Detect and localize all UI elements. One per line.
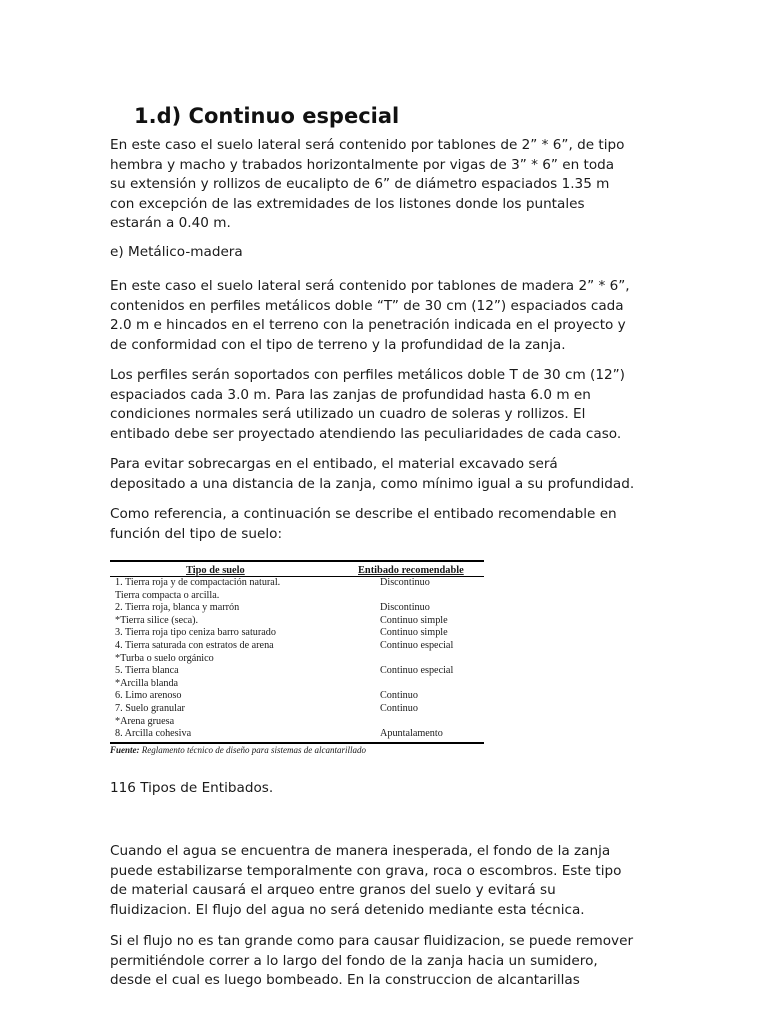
- recommended-cell: Discontinuo: [380, 602, 430, 614]
- recommended-cell: Continuo: [380, 702, 418, 714]
- recommended-cell: Continuo simple: [380, 627, 448, 639]
- soil-type-cell: *Arena gruesa: [115, 715, 175, 727]
- paragraph-continuo-especial: En este caso el suelo lateral será contenido por tablones de 2” * 6”, de tipo hembra y macho y trabados horizontalmente por vigas de 3” * 6” en toda su extensión y rollizos de eucalipto de 6” de diámetro espaciados 1.35 m con excepción de las extremidades de los listones donde los puntales estarán a 0.40 m.: [110, 137, 625, 231]
- table-row: [110, 615, 484, 628]
- table-row: [110, 653, 484, 666]
- soil-type-cell: 7. Suelo granular: [115, 702, 185, 714]
- header-soil-type: Tipo de suelo: [186, 565, 245, 576]
- soil-type-cell: 5. Tierra blanca: [115, 665, 179, 677]
- recommended-cell: Continuo: [380, 690, 418, 702]
- table-body: [110, 577, 484, 741]
- section-heading: 1.d) Continuo especial: [134, 104, 400, 128]
- table-row: [110, 703, 484, 716]
- table-row: [110, 690, 484, 703]
- figure-caption: 116 Tipos de Entibados.: [110, 780, 274, 796]
- soil-type-cell: *Arcilla blanda: [115, 677, 179, 689]
- table-row: [110, 577, 484, 590]
- paragraph-flujo: Si el flujo no es tan grande como para causar fluidizacion, se puede remover permitiéndole correr a lo largo del fondo de la zanja hacia un sumidero, desde el cual es luego bombeado. En la construccion de alcantarillas: [110, 933, 634, 988]
- soil-type-cell: 2. Tierra roja, blanca y marrón: [115, 602, 240, 614]
- table-row: [110, 602, 484, 615]
- paragraph-metalico-madera: En este caso el suelo lateral será contenido por tablones de madera 2” * 6”, contenidos en perfiles metálicos doble “T” de 30 cm (12”) espaciados cada 2.0 m e hincados en el terreno con la penetración indicada en el proyecto y de conformidad con el tipo de terreno y la profundidad de la zanja.: [110, 278, 630, 353]
- paragraph-sobrecargas: Para evitar sobrecargas en el entibado, el material excavado será depositado a una distancia de la zanja, como mínimo igual a su profundidad.: [110, 456, 635, 492]
- header-recommended: Entibado recomendable: [358, 565, 464, 576]
- soil-type-cell: 4. Tierra saturada con estratos de arena: [115, 639, 274, 651]
- soil-type-cell: 1. Tierra roja y de compactación natural.: [115, 577, 281, 588]
- table-row: [110, 640, 484, 653]
- table-row: [110, 678, 484, 691]
- table-row: [110, 665, 484, 678]
- table-header: [110, 562, 484, 577]
- soil-shoring-table: [110, 560, 484, 755]
- table-row: [110, 728, 484, 741]
- soil-type-cell: *Turba o suelo orgánico: [115, 652, 214, 664]
- recommended-cell: Continuo simple: [380, 614, 448, 626]
- soil-type-cell: 8. Arcilla cohesiva: [115, 728, 192, 740]
- soil-type-cell: 3. Tierra roja tipo ceniza barro saturado: [115, 627, 276, 639]
- recommended-cell: Discontinuo: [380, 577, 430, 588]
- table-source: [110, 745, 484, 755]
- soil-type-cell: *Tierra silice (seca).: [115, 614, 199, 626]
- recommended-cell: Apuntalamento: [380, 728, 443, 740]
- paragraph-perfiles: Los perfiles serán soportados con perfiles metálicos doble T de 30 cm (12”) espaciados cada 3.0 m. Para las zanjas de profundidad hasta 6.0 m en condiciones normales será utilizado un cuadro de soleras y rollizos. El entibado debe ser proyectado atendiendo las peculiaridades de cada caso.: [110, 367, 625, 442]
- table-row: [110, 716, 484, 729]
- source-label: Fuente:: [110, 744, 140, 755]
- table-row: [110, 627, 484, 640]
- subheading-metalico-madera: e) Metálico-madera: [110, 244, 243, 260]
- soil-type-cell: 6. Limo arenoso: [115, 690, 182, 702]
- recommended-cell: Continuo especial: [380, 639, 454, 651]
- table-row: [110, 590, 484, 603]
- recommended-cell: Continuo especial: [380, 665, 454, 677]
- source-text: Reglamento técnico de diseño para sistemas de alcantarillado: [141, 744, 366, 755]
- soil-type-cell: Tierra compacta o arcilla.: [115, 589, 220, 601]
- paragraph-referencia: Como referencia, a continuación se describe el entibado recomendable en función del tipo de suelo:: [110, 506, 617, 542]
- table-bottom-rule: [110, 742, 484, 744]
- paragraph-agua: Cuando el agua se encuentra de manera inesperada, el fondo de la zanja puede estabilizarse temporalmente con grava, roca o escombros. Este tipo de material causará el arqueo entre granos del suelo y evitará su fluidizacion. El flujo del agua no será detenido mediante esta técnica.: [110, 843, 622, 918]
